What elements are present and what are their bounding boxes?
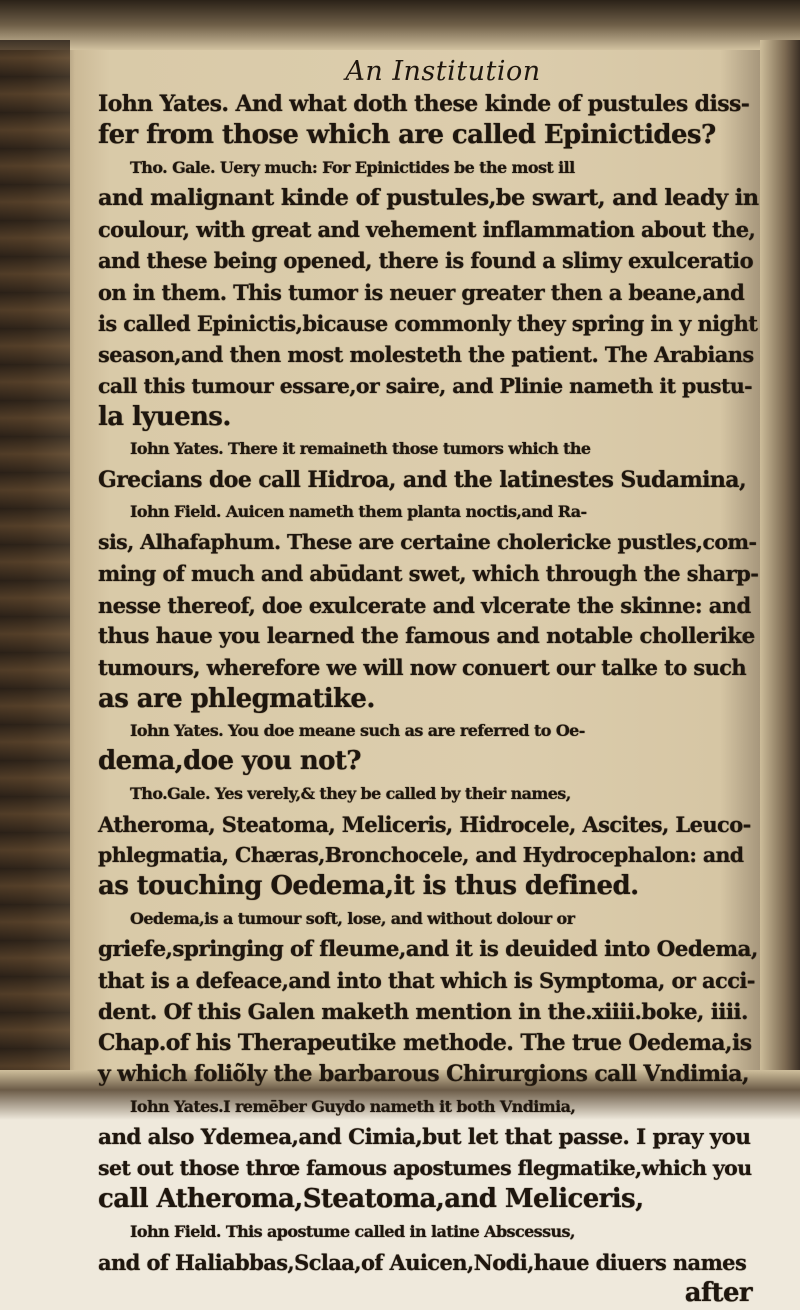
text-line: Iohn Field. This apostume called in latine Abscessus, — [130, 1221, 575, 1241]
text-line: is called Epinictis,bicause commonly they spring in y night — [98, 311, 758, 337]
text-line: and malignant kinde of pustules,be swart, and leady in — [98, 184, 759, 211]
body-text — [98, 89, 758, 1278]
right-book-edge — [760, 40, 800, 1070]
text-line: nesse thereof, doe exulcerate and vlcerate the skinne: and — [98, 592, 751, 618]
text-line: as are phlegmatike. — [98, 683, 375, 714]
text-line: season,and then most molesteth the patient. The Arabians — [98, 342, 754, 368]
text-line: and these being opened, there is found a slimy exulceratio — [98, 248, 753, 274]
top-scan-edge — [0, 0, 800, 50]
text-line: set out those thrœ famous apostumes flegmatike,which you — [98, 1156, 752, 1181]
text-line: on in them. This tumor is neuer greater then a beane,and — [98, 279, 745, 305]
text-line: Iohn Yates. You doe meane such as are referred to Oe- — [130, 720, 585, 740]
text-line: y which foliõly the barbarous Chirurgions call Vndimia, — [98, 1061, 749, 1088]
text-line: thus haue you learned the famous and notable chollerike — [98, 624, 755, 650]
text-line: Tho. Gale. Uery much: For Epinictides be the most ill — [130, 157, 575, 177]
text-line: dema,doe you not? — [98, 746, 361, 777]
text-line: Iohn Field. Auicen nameth them planta noctis,and Ra- — [130, 501, 587, 521]
text-line: fer from those which are called Epinictides? — [98, 120, 716, 151]
text-line: dent. Of this Galen maketh mention in the.xiiii.boke, iiii. — [98, 999, 748, 1025]
text-line: that is a defeace,and into that which is Symptoma, or acci- — [98, 968, 755, 994]
text-line: as touching Oedema,it is thus defined. — [98, 871, 639, 902]
catchword: after — [684, 1278, 752, 1309]
text-line: la lyuens. — [98, 401, 231, 432]
text-line: Tho.Gale. Yes verely,& they be called by their names, — [130, 783, 571, 803]
text-line: Oedema,is a tumour soft, lose, and without dolour or — [130, 908, 575, 928]
text-line: call this tumour essare,or saire, and Plinie nameth it pustu- — [98, 373, 753, 398]
text-line: Iohn Yates.I remēber Guydo nameth it both Vndimia, — [130, 1096, 576, 1116]
text-line: sis, Alhafaphum. These are certaine cholericke pustles,com- — [98, 530, 757, 555]
text-line: griefe,springing of fleume,and it is deuided into Oedema, — [98, 937, 758, 963]
text-line: Grecians doe call Hidroa, and the latinestes Sudamina, — [98, 466, 747, 493]
text-line: Atheroma, Steatoma, Meliceris, Hidrocele, Ascites, Leuco- — [98, 811, 751, 837]
book-page — [98, 50, 759, 1309]
left-book-edge — [0, 40, 70, 1070]
text-line: and also Ydemea,and Cimia,but let that passe. I pray you — [98, 1124, 751, 1150]
text-line: Chap.of his Therapeutike methode. The true Oedema,is — [98, 1029, 752, 1056]
text-line: Iohn Yates. And what doth these kinde of pustules diss- — [98, 91, 750, 117]
text-line: tumours, wherefore we will now conuert our talke to such — [98, 655, 747, 681]
text-line: and of Haliabbas,Sclaa,of Auicen,Nodi,haue diuers names — [98, 1249, 747, 1275]
text-line: coulour, with great and vehement inflammation about the, — [98, 217, 756, 243]
text-line: Iohn Yates. There it remaineth those tumors which the — [130, 439, 591, 459]
text-line: ming of much and abūdant swet, which through the sharp- — [98, 561, 759, 587]
text-line: phlegmatia, Chæras,Bronchocele, and Hydrocephalon: and — [98, 843, 744, 868]
running-head: An Institution — [345, 56, 541, 87]
text-line: call Atheroma,Steatoma,and Meliceris, — [98, 1184, 644, 1215]
